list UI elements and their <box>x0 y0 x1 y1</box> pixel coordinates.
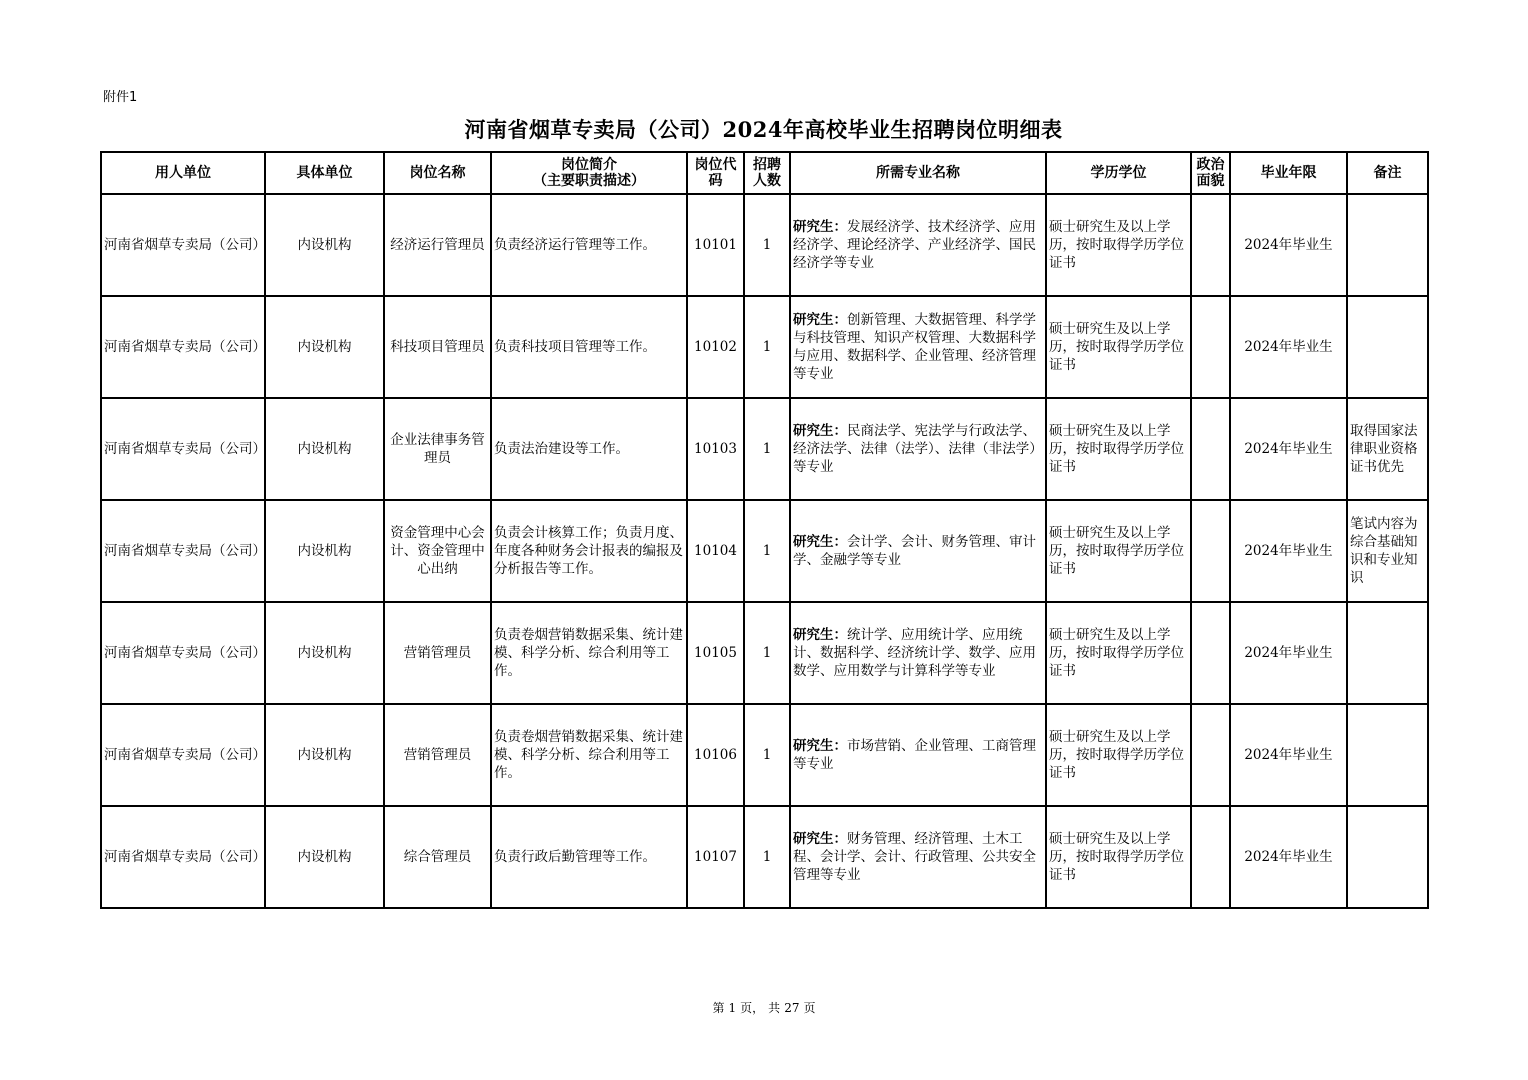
cell-grad: 2024年毕业生 <box>1230 296 1347 398</box>
cell-count: 1 <box>744 704 790 806</box>
cell-code: 10107 <box>687 806 744 908</box>
cell-unit: 内设机构 <box>265 704 384 806</box>
header-unit: 具体单位 <box>265 152 384 194</box>
cell-degree: 硕士研究生及以上学历，按时取得学历学位证书 <box>1046 806 1191 908</box>
cell-remarks <box>1347 602 1428 704</box>
cell-description: 负责法治建设等工作。 <box>491 398 687 500</box>
cell-description: 负责科技项目管理等工作。 <box>491 296 687 398</box>
page-title: 河南省烟草专卖局（公司）2024年高校毕业生招聘岗位明细表 <box>464 117 1063 142</box>
header-code <box>687 152 744 194</box>
major-text: 创新管理、大数据管理、科学学与科技管理、知识产权管理、大数据科学与应用、数据科学、企业管理、经济管理等专业 <box>793 312 1036 382</box>
cell-code: 10102 <box>687 296 744 398</box>
footer-total-pages: 27 <box>784 1001 800 1015</box>
cell-description: 负责经济运行管理等工作。 <box>491 194 687 296</box>
major-text: 发展经济学、技术经济学、应用经济学、理论经济学、产业经济学、国民经济学等专业 <box>793 219 1036 271</box>
header-row <box>101 152 1428 194</box>
header-remarks: 备注 <box>1347 152 1428 194</box>
header-desc-line2: （主要职责描述） <box>533 173 645 189</box>
footer-prefix: 第 <box>712 1001 725 1015</box>
header-count-line2: 人数 <box>753 173 781 189</box>
major-text: 市场营销、企业管理、工商管理等专业 <box>793 738 1036 772</box>
cell-major <box>790 704 1046 806</box>
major-prefix: 研究生： <box>793 423 847 439</box>
cell-unit: 内设机构 <box>265 806 384 908</box>
cell-code: 10106 <box>687 704 744 806</box>
header-desc-line1: 岗位简介 <box>561 157 617 173</box>
table-row <box>101 500 1428 602</box>
header-degree: 学历学位 <box>1046 152 1191 194</box>
cell-code: 10101 <box>687 194 744 296</box>
table-row <box>101 398 1428 500</box>
cell-degree: 硕士研究生及以上学历，按时取得学历学位证书 <box>1046 500 1191 602</box>
cell-grad: 2024年毕业生 <box>1230 194 1347 296</box>
cell-employer: 河南省烟草专卖局（公司） <box>101 806 265 908</box>
table-row <box>101 602 1428 704</box>
cell-politics <box>1191 602 1230 704</box>
cell-unit: 内设机构 <box>265 296 384 398</box>
major-text: 统计学、应用统计学、应用统计、数据科学、经济统计学、数学、应用数学、应用数学与计算科学等专业 <box>793 627 1036 679</box>
cell-grad: 2024年毕业生 <box>1230 806 1347 908</box>
major-prefix: 研究生： <box>793 312 847 328</box>
major-text: 财务管理、经济管理、土木工程、会计学、会计、行政管理、公共安全管理等专业 <box>793 831 1036 883</box>
cell-description: 负责卷烟营销数据采集、统计建模、科学分析、综合利用等工作。 <box>491 602 687 704</box>
cell-position: 企业法律事务管理员 <box>384 398 491 500</box>
cell-position: 营销管理员 <box>384 704 491 806</box>
major-text: 会计学、会计、财务管理、审计学、金融学等专业 <box>793 534 1036 568</box>
header-politics <box>1191 152 1230 194</box>
cell-politics <box>1191 194 1230 296</box>
cell-position: 经济运行管理员 <box>384 194 491 296</box>
cell-unit: 内设机构 <box>265 398 384 500</box>
footer-suffix: 页 <box>803 1001 816 1015</box>
footer-page-number: 1 <box>728 1001 737 1015</box>
header-grad: 毕业年限 <box>1230 152 1347 194</box>
cell-major <box>790 398 1046 500</box>
cell-unit: 内设机构 <box>265 500 384 602</box>
cell-major <box>790 194 1046 296</box>
cell-politics <box>1191 398 1230 500</box>
cell-politics <box>1191 500 1230 602</box>
attachment-label: 附件1 <box>103 90 138 105</box>
page-footer <box>0 999 1528 1016</box>
positions-table <box>100 151 1429 909</box>
cell-remarks: 取得国家法律职业资格证书优先 <box>1347 398 1428 500</box>
cell-grad: 2024年毕业生 <box>1230 704 1347 806</box>
table-row <box>101 806 1428 908</box>
cell-major <box>790 296 1046 398</box>
cell-degree: 硕士研究生及以上学历，按时取得学历学位证书 <box>1046 602 1191 704</box>
header-code-line1: 岗位代 <box>694 157 737 173</box>
major-text: 民商法学、宪法学与行政法学、经济法学、法律（法学）、法律（非法学）等专业 <box>793 423 1043 475</box>
cell-position: 资金管理中心会计、资金管理中心出纳 <box>384 500 491 602</box>
cell-count: 1 <box>744 500 790 602</box>
cell-remarks <box>1347 806 1428 908</box>
cell-employer: 河南省烟草专卖局（公司） <box>101 296 265 398</box>
cell-position: 综合管理员 <box>384 806 491 908</box>
header-count <box>744 152 790 194</box>
cell-employer: 河南省烟草专卖局（公司） <box>101 602 265 704</box>
header-major: 所需专业名称 <box>790 152 1046 194</box>
cell-description: 负责行政后勤管理等工作。 <box>491 806 687 908</box>
cell-degree: 硕士研究生及以上学历，按时取得学历学位证书 <box>1046 296 1191 398</box>
footer-mid2: 共 <box>768 1001 781 1015</box>
major-prefix: 研究生： <box>793 219 847 235</box>
cell-degree: 硕士研究生及以上学历，按时取得学历学位证书 <box>1046 398 1191 500</box>
cell-remarks <box>1347 194 1428 296</box>
cell-count: 1 <box>744 296 790 398</box>
cell-major <box>790 602 1046 704</box>
header-description <box>491 152 687 194</box>
cell-employer: 河南省烟草专卖局（公司） <box>101 398 265 500</box>
table-row <box>101 194 1428 296</box>
cell-count: 1 <box>744 398 790 500</box>
header-count-line1: 招聘 <box>753 157 781 173</box>
cell-remarks: 笔试内容为综合基础知识和专业知识 <box>1347 500 1428 602</box>
cell-employer: 河南省烟草专卖局（公司） <box>101 194 265 296</box>
cell-employer: 河南省烟草专卖局（公司） <box>101 704 265 806</box>
header-politics-line2: 面貌 <box>1196 173 1225 189</box>
cell-politics <box>1191 806 1230 908</box>
cell-politics <box>1191 704 1230 806</box>
header-politics-line1: 政治 <box>1196 157 1225 173</box>
major-prefix: 研究生： <box>793 627 847 643</box>
major-prefix: 研究生： <box>793 738 847 754</box>
cell-grad: 2024年毕业生 <box>1230 398 1347 500</box>
header-position: 岗位名称 <box>384 152 491 194</box>
footer-mid1: 页， <box>740 1001 765 1015</box>
cell-position: 科技项目管理员 <box>384 296 491 398</box>
cell-count: 1 <box>744 194 790 296</box>
table-row <box>101 296 1428 398</box>
cell-code: 10103 <box>687 398 744 500</box>
cell-employer: 河南省烟草专卖局（公司） <box>101 500 265 602</box>
cell-code: 10105 <box>687 602 744 704</box>
cell-politics <box>1191 296 1230 398</box>
cell-code: 10104 <box>687 500 744 602</box>
cell-count: 1 <box>744 806 790 908</box>
cell-degree: 硕士研究生及以上学历，按时取得学历学位证书 <box>1046 194 1191 296</box>
cell-position: 营销管理员 <box>384 602 491 704</box>
cell-count: 1 <box>744 602 790 704</box>
cell-remarks <box>1347 704 1428 806</box>
major-prefix: 研究生： <box>793 534 847 550</box>
major-prefix: 研究生： <box>793 831 847 847</box>
cell-unit: 内设机构 <box>265 602 384 704</box>
cell-description: 负责会计核算工作；负责月度、年度各种财务会计报表的编报及分析报告等工作。 <box>491 500 687 602</box>
table-row <box>101 704 1428 806</box>
cell-description: 负责卷烟营销数据采集、统计建模、科学分析、综合利用等工作。 <box>491 704 687 806</box>
cell-major <box>790 500 1046 602</box>
cell-degree: 硕士研究生及以上学历，按时取得学历学位证书 <box>1046 704 1191 806</box>
cell-major <box>790 806 1046 908</box>
header-code-line2: 码 <box>708 173 723 189</box>
header-employer: 用人单位 <box>101 152 265 194</box>
cell-remarks <box>1347 296 1428 398</box>
cell-unit: 内设机构 <box>265 194 384 296</box>
cell-grad: 2024年毕业生 <box>1230 500 1347 602</box>
cell-grad: 2024年毕业生 <box>1230 602 1347 704</box>
